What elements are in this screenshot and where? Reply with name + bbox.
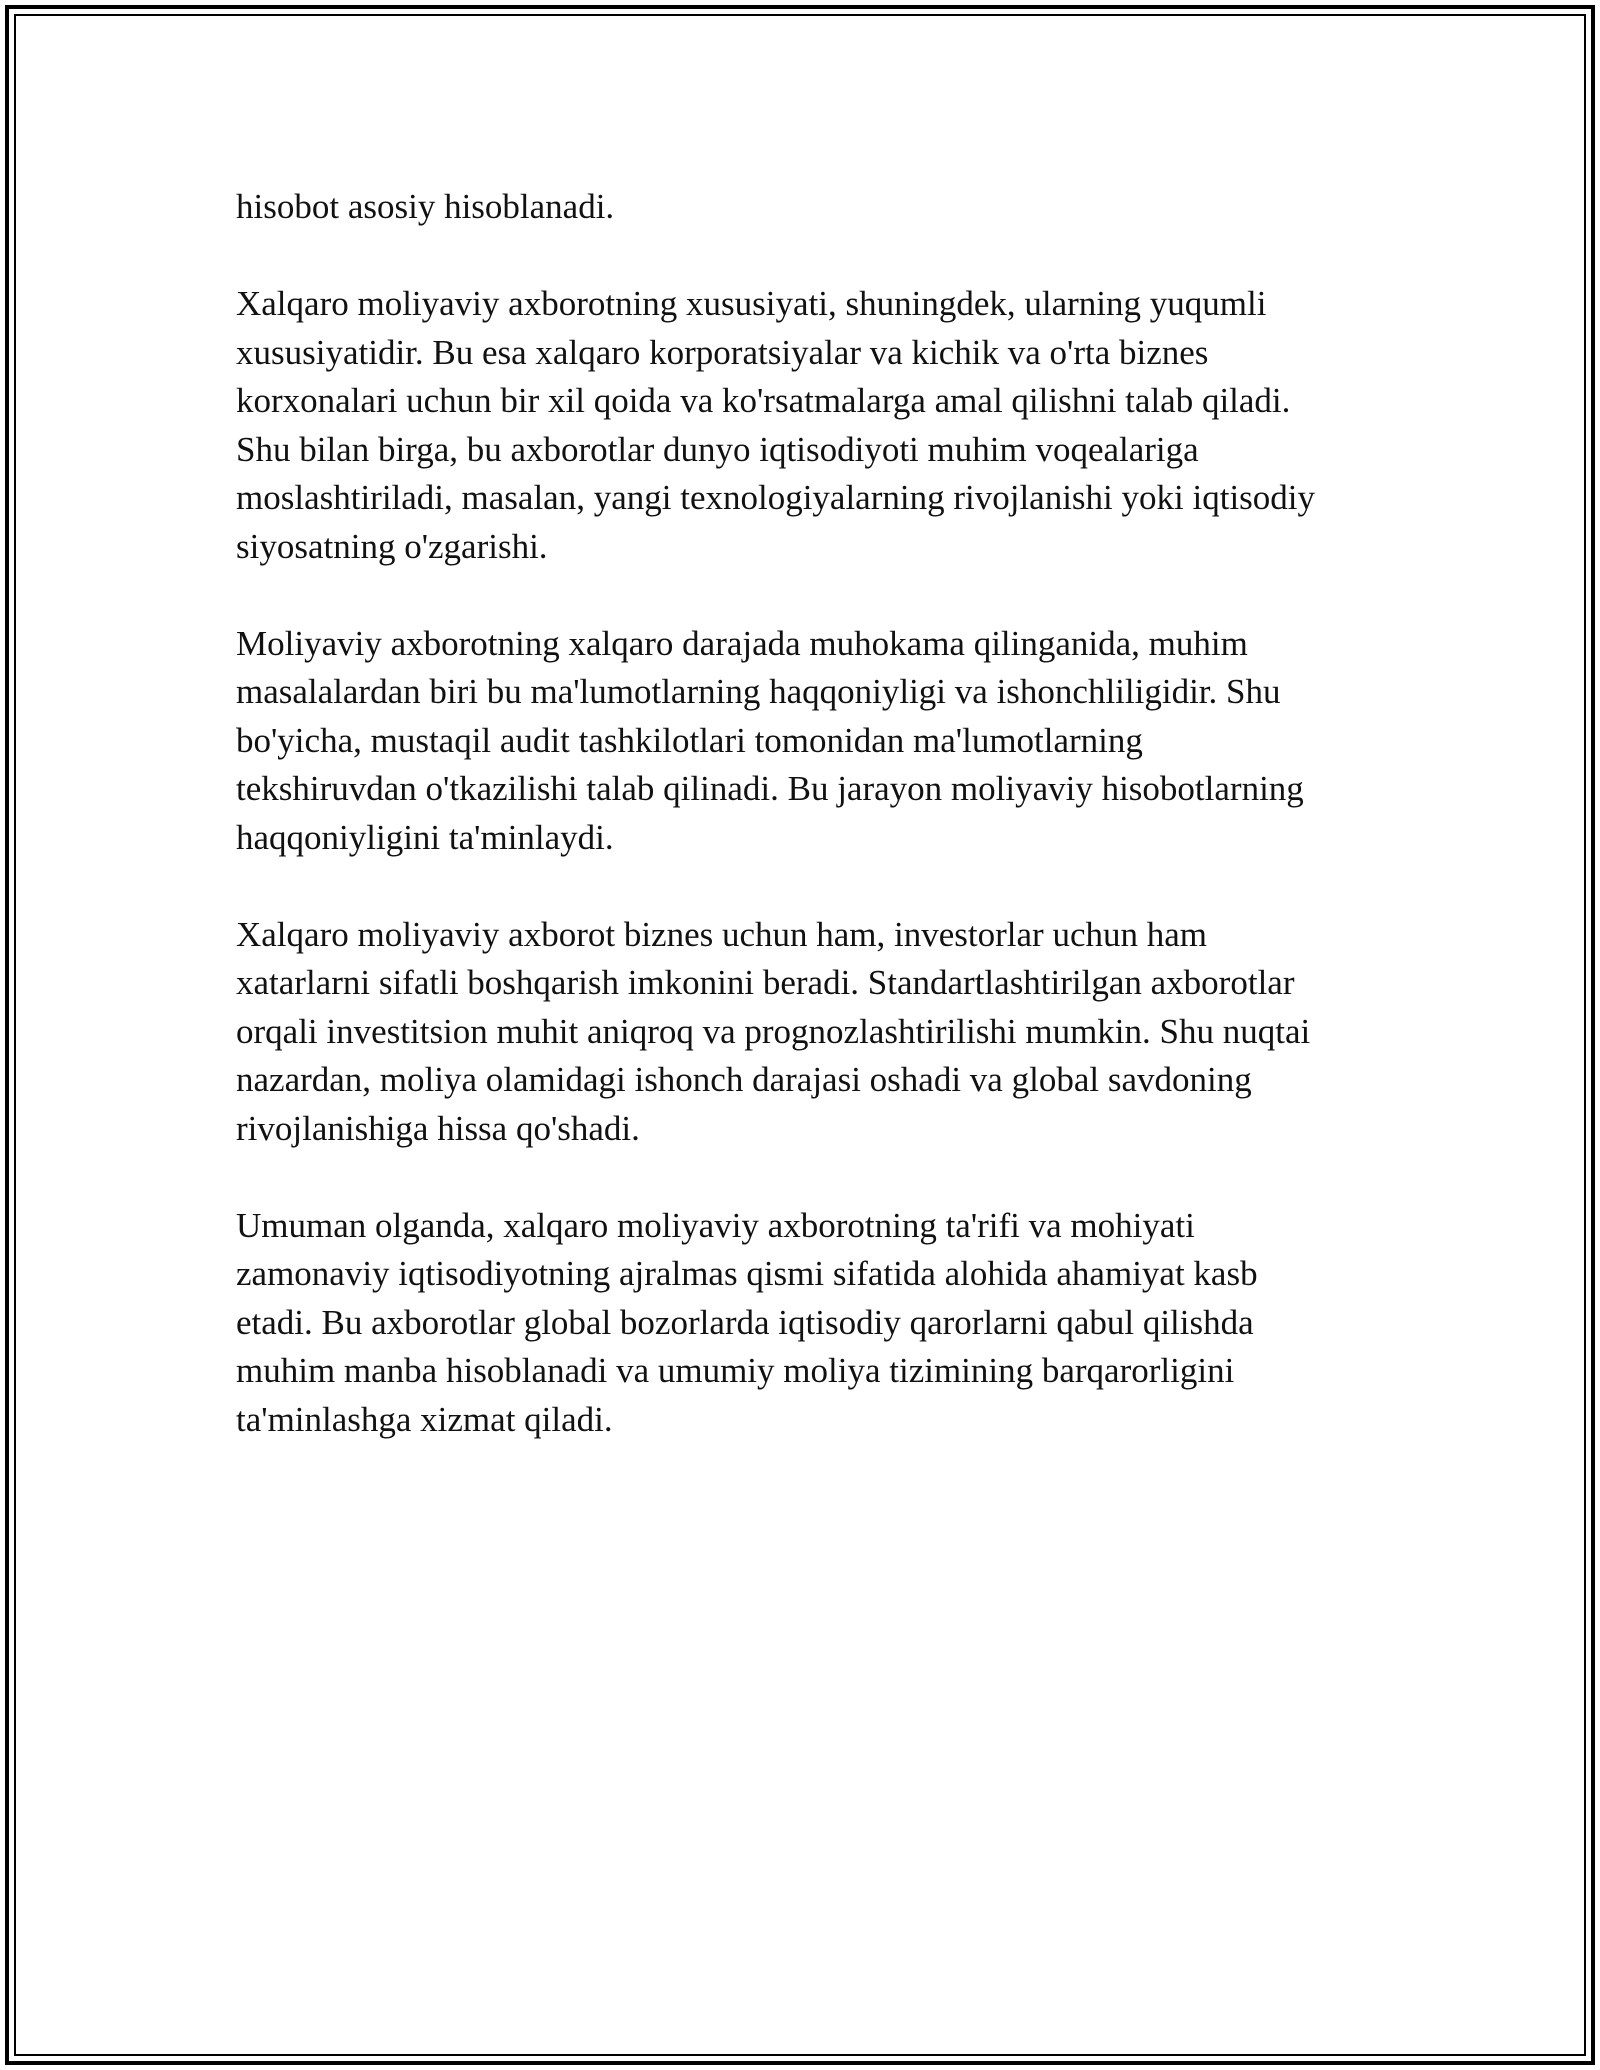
text-line: ta'minlashga xizmat qiladi. bbox=[236, 1399, 613, 1439]
text-line: siyosatning o'zgarishi. bbox=[236, 526, 548, 566]
text-line: moslashtiriladi, masalan, yangi texnologiyalarning rivojlanishi yoki iqtisodiy bbox=[236, 478, 1316, 517]
text-line: xatarlarni sifatli boshqarish imkonini beradi. Standartlashtirilgan axborotlar bbox=[236, 963, 1295, 1002]
paragraph-4 bbox=[236, 911, 1386, 1154]
text-line: zamonaviy iqtisodiyotning ajralmas qismi sifatida alohida ahamiyat kasb bbox=[236, 1254, 1258, 1293]
text-line: rivojlanishiga hissa qo'shadi. bbox=[236, 1108, 640, 1148]
paragraph-3 bbox=[236, 620, 1386, 863]
text-line: Umuman olganda, xalqaro moliyaviy axborotning ta'rifi va mohiyati bbox=[236, 1205, 1195, 1245]
text-line: nazardan, moliya olamidagi ishonch darajasi oshadi va global savdoning bbox=[236, 1060, 1252, 1099]
document-body bbox=[236, 183, 1386, 1493]
paragraph-2 bbox=[236, 280, 1386, 571]
text-line: Xalqaro moliyaviy axborot biznes uchun ham, investorlar uchun ham bbox=[236, 914, 1207, 954]
text-line: etadi. Bu axborotlar global bozorlarda iqtisodiy qarorlarni qabul qilishda bbox=[236, 1302, 1254, 1342]
text-line: Shu bilan birga, bu axborotlar dunyo iqtisodiyoti muhim voqealariga bbox=[236, 429, 1199, 469]
text-line: hisobot asosiy hisoblanadi. bbox=[236, 187, 615, 226]
text-line: Moliyaviy axborotning xalqaro darajada muhokama qilinganida, muhim bbox=[236, 623, 1248, 663]
text-line: haqqoniyligini ta'minlaydi. bbox=[236, 817, 614, 857]
text-line: bo'yicha, mustaqil audit tashkilotlari tomonidan ma'lumotlarning bbox=[236, 720, 1143, 760]
text-line: muhim manba hisoblanadi va umumiy moliya tizimining barqarorligini bbox=[236, 1351, 1235, 1390]
paragraph-5 bbox=[236, 1202, 1386, 1445]
text-line: korxonalari uchun bir xil qoida va ko'rsatmalarga amal qilishni talab qiladi. bbox=[236, 381, 1291, 420]
text-line: masalalardan biri bu ma'lumotlarning haqqoniyligi va ishonchliligidir. Shu bbox=[236, 672, 1281, 711]
text-line: orqali investitsion muhit aniqroq va prognozlashtirilishi mumkin. Shu nuqtai bbox=[236, 1011, 1311, 1051]
text-line: Xalqaro moliyaviy axborotning xususiyati, shuningdek, ularning yuqumli bbox=[236, 284, 1267, 323]
paragraph-1 bbox=[236, 183, 1386, 232]
text-line: tekshiruvdan o'tkazilishi talab qilinadi. Bu jarayon moliyaviy hisobotlarning bbox=[236, 769, 1304, 808]
text-line: xususiyatidir. Bu esa xalqaro korporatsiyalar va kichik va o'rta biznes bbox=[236, 332, 1209, 372]
